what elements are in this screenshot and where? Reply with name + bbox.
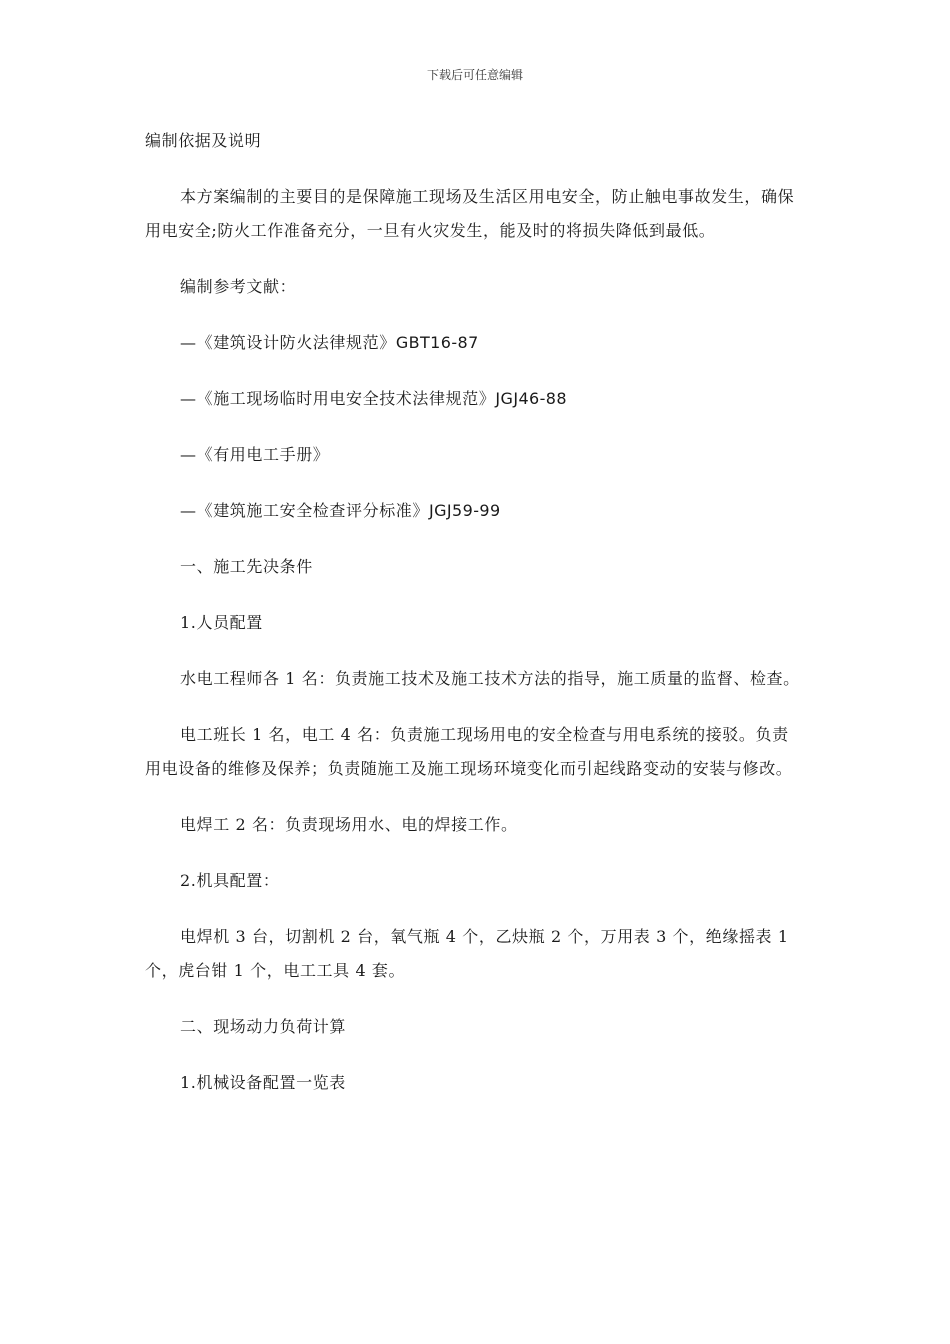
reference-item: [145, 326, 805, 360]
chapter-heading: 一、施工先决条件: [180, 557, 313, 576]
purpose-paragraph: 本方案编制的主要目的是保障施工现场及生活区用电安全，防止触电事故发生，确保用电安全;防火工作准备充分，一旦有火灾发生，能及时的将损失降低到最低。: [145, 187, 795, 240]
reference-title: —《施工现场临时用电安全技术法律规范》: [180, 389, 496, 408]
section-title: 编制依据及说明: [145, 131, 262, 150]
chapter-heading: 二、现场动力负荷计算: [180, 1017, 347, 1036]
reference-title: —《有用电工手册》: [180, 445, 330, 464]
reference-code: JGJ59-99: [429, 501, 501, 520]
staff-paragraph: 水电工程师各 1 名：负责施工技术及施工技术方法的指导，施工质量的监督、检查。: [180, 669, 800, 688]
staff-paragraph: 电工班长 1 名，电工 4 名：负责施工现场用电的安全检查与用电系统的接驳。负责用电设备的维修及保养；负责随施工及施工现场环境变化而引起线路变动的安装与修改。: [145, 725, 793, 778]
reference-item: [145, 382, 805, 416]
reference-code: GBT16-87: [395, 333, 479, 352]
subsection-heading: 1.人员配置: [180, 613, 263, 632]
staff-paragraph: 电焊工 2 名：负责现场用水、电的焊接工作。: [180, 815, 518, 834]
page-header: 下载后可任意编辑: [426, 68, 523, 82]
document-body: [145, 124, 805, 1100]
reference-code: JGJ46-88: [495, 389, 567, 408]
reference-title: —《建筑设计防火法律规范》: [180, 333, 396, 352]
references-heading: 编制参考文献：: [180, 277, 297, 296]
reference-item: [145, 494, 805, 528]
subsection-heading: 1.机械设备配置一览表: [180, 1073, 346, 1092]
subsection-heading: 2.机具配置：: [180, 871, 280, 890]
reference-title: —《建筑施工安全检查评分标准》: [180, 501, 430, 520]
reference-item: [145, 438, 805, 472]
tools-paragraph: 电焊机 3 台，切割机 2 台，氧气瓶 4 个，乙炔瓶 2 个，万用表 3 个，绝缘摇表 1 个，虎台钳 1 个，电工工具 4 套。: [145, 927, 789, 980]
